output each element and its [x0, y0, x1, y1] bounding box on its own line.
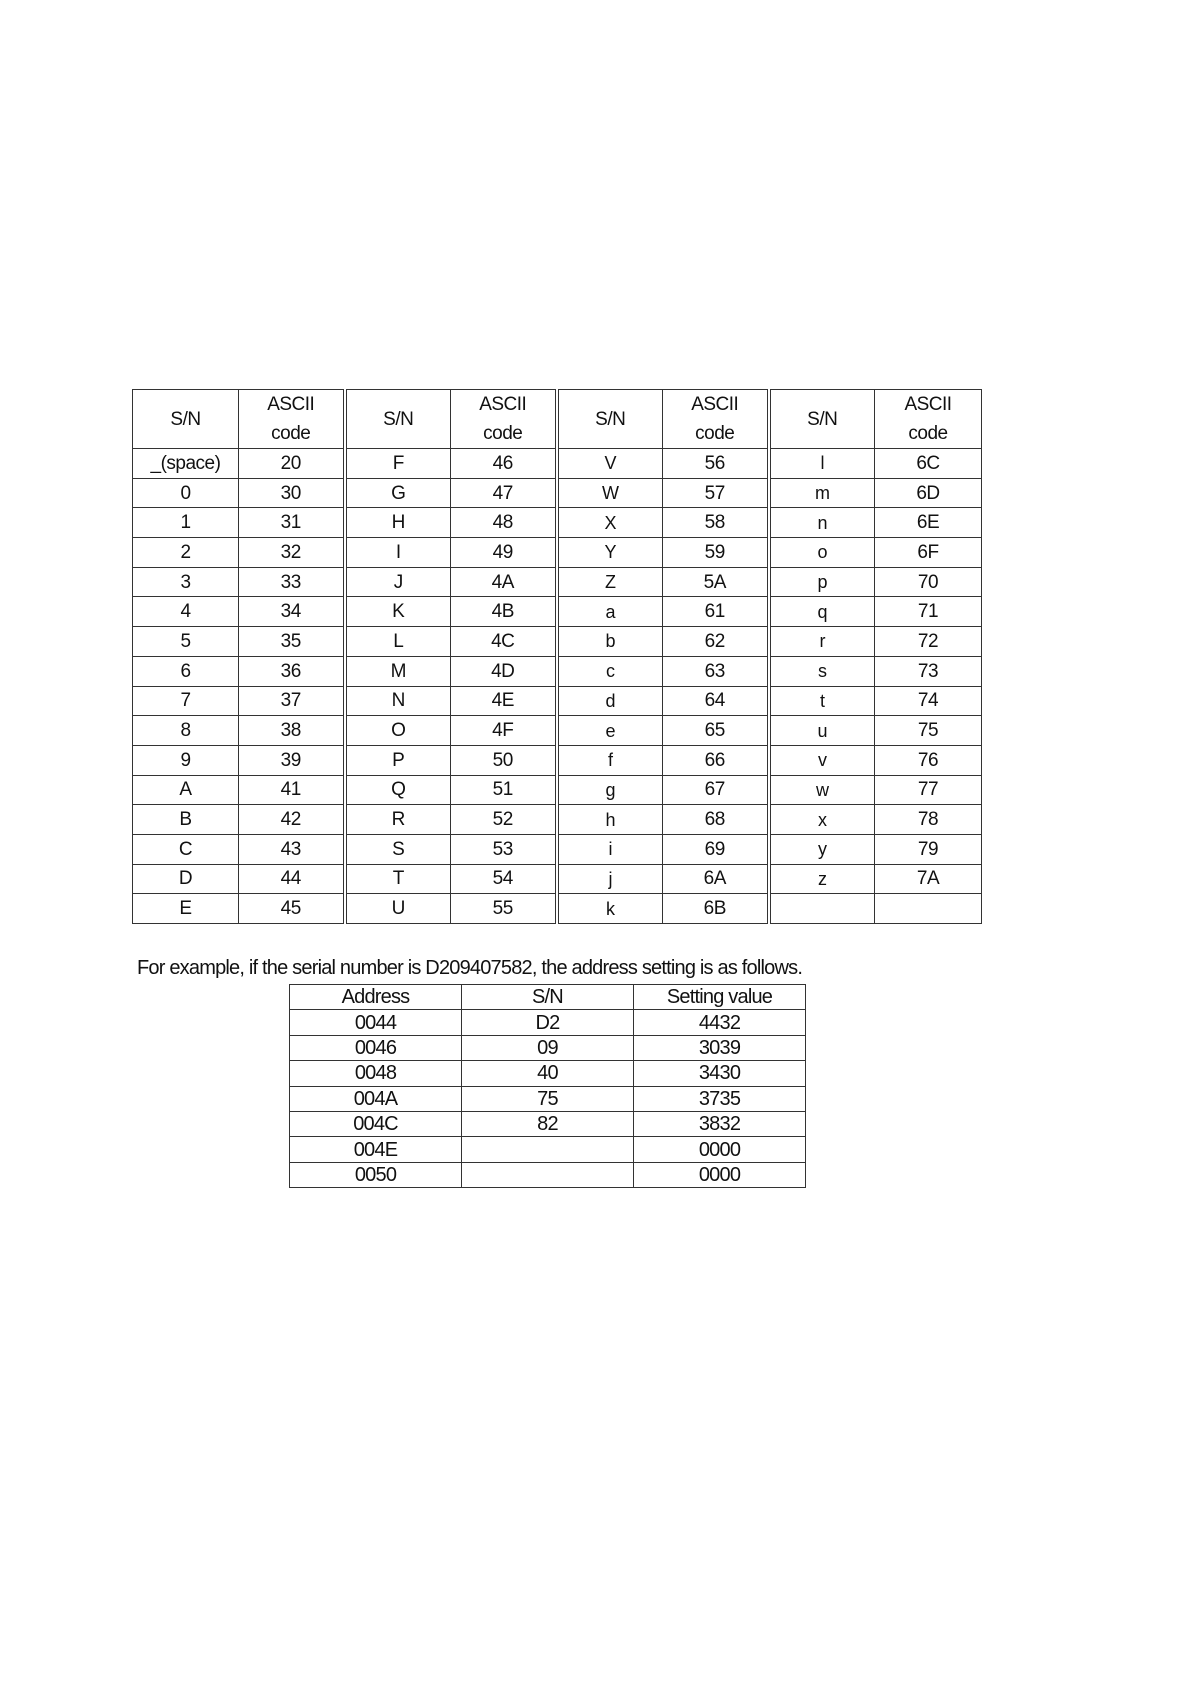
ascii-table-row [133, 686, 982, 716]
ascii-code-cell: 69 [663, 834, 769, 864]
ascii-code-cell: 68 [663, 805, 769, 835]
address-table-body [290, 985, 806, 1188]
header-sn: S/N [462, 985, 634, 1010]
ascii-code-cell: 37 [239, 686, 345, 716]
ascii-code-cell: 20 [239, 449, 345, 479]
ascii-code-cell: 33 [239, 567, 345, 597]
sn-cell: b [557, 627, 663, 657]
header-ascii-line1: ASCII [267, 394, 315, 415]
ascii-code-cell: 63 [663, 656, 769, 686]
ascii-code-cell: 35 [239, 627, 345, 657]
sn-cell: X [557, 508, 663, 538]
address-table-row [290, 1061, 806, 1086]
ascii-code-cell: 47 [451, 478, 557, 508]
ascii-code-cell: 64 [663, 686, 769, 716]
ascii-table-row [133, 597, 982, 627]
header-ascii-code [875, 390, 982, 449]
ascii-table-row [133, 894, 982, 924]
ascii-code-cell: 31 [239, 508, 345, 538]
ascii-code-cell: 39 [239, 745, 345, 775]
sn-cell: 9 [133, 745, 239, 775]
ascii-table-row [133, 775, 982, 805]
sn-cell: K [345, 597, 451, 627]
ascii-code-cell: 4D [451, 656, 557, 686]
ascii-code-cell: 74 [875, 686, 982, 716]
ascii-code-cell: 55 [451, 894, 557, 924]
ascii-code-cell: 49 [451, 538, 557, 568]
ascii-code-cell: 56 [663, 449, 769, 479]
sn-cell: y [769, 834, 875, 864]
ascii-code-cell [875, 894, 982, 924]
ascii-code-cell: 6D [875, 478, 982, 508]
ascii-code-cell: 78 [875, 805, 982, 835]
ascii-code-cell: 72 [875, 627, 982, 657]
ascii-code-cell: 71 [875, 597, 982, 627]
ascii-code-cell: 79 [875, 834, 982, 864]
address-table-row [290, 1086, 806, 1111]
setting-value-cell: 3735 [634, 1086, 806, 1111]
sn-cell: W [557, 478, 663, 508]
ascii-code-cell: 6F [875, 538, 982, 568]
address-table-row [290, 1010, 806, 1035]
ascii-code-cell: 45 [239, 894, 345, 924]
ascii-table-row [133, 567, 982, 597]
sn-cell [462, 1162, 634, 1187]
sn-cell: Y [557, 538, 663, 568]
ascii-code-cell: 38 [239, 716, 345, 746]
sn-cell: 82 [462, 1111, 634, 1136]
address-table-row [290, 1111, 806, 1136]
ascii-table-row [133, 834, 982, 864]
sn-cell: S [345, 834, 451, 864]
ascii-table-body [133, 390, 982, 924]
header-ascii-line2: code [271, 423, 311, 444]
sn-cell: r [769, 627, 875, 657]
address-header-row [290, 985, 806, 1010]
sn-cell: m [769, 478, 875, 508]
address-setting-table-wrapper [289, 984, 805, 1188]
ascii-code-cell: 62 [663, 627, 769, 657]
ascii-code-table-wrapper [132, 389, 981, 924]
ascii-code-cell: 65 [663, 716, 769, 746]
sn-cell: T [345, 864, 451, 894]
sn-cell: c [557, 656, 663, 686]
sn-cell: 3 [133, 567, 239, 597]
sn-cell: D [133, 864, 239, 894]
sn-cell: A [133, 775, 239, 805]
sn-cell: N [345, 686, 451, 716]
ascii-code-cell: 42 [239, 805, 345, 835]
address-cell: 004E [290, 1137, 462, 1162]
setting-value-cell: 3832 [634, 1111, 806, 1136]
ascii-code-cell: 4C [451, 627, 557, 657]
sn-cell: o [769, 538, 875, 568]
sn-cell: 6 [133, 656, 239, 686]
ascii-table-row [133, 745, 982, 775]
header-ascii-line1: ASCII [479, 394, 527, 415]
ascii-table-row [133, 656, 982, 686]
ascii-code-cell: 61 [663, 597, 769, 627]
ascii-code-cell: 67 [663, 775, 769, 805]
sn-cell: x [769, 805, 875, 835]
sn-cell: 40 [462, 1061, 634, 1086]
ascii-code-cell: 6A [663, 864, 769, 894]
sn-cell: V [557, 449, 663, 479]
sn-cell: g [557, 775, 663, 805]
sn-cell: h [557, 805, 663, 835]
ascii-code-cell: 41 [239, 775, 345, 805]
ascii-code-cell: 46 [451, 449, 557, 479]
ascii-code-cell: 44 [239, 864, 345, 894]
address-setting-table [289, 984, 806, 1188]
ascii-table-row [133, 627, 982, 657]
ascii-code-cell: 6B [663, 894, 769, 924]
sn-cell: R [345, 805, 451, 835]
sn-cell [769, 894, 875, 924]
sn-cell: P [345, 745, 451, 775]
ascii-code-cell: 43 [239, 834, 345, 864]
setting-value-cell: 0000 [634, 1137, 806, 1162]
ascii-code-cell: 6E [875, 508, 982, 538]
ascii-code-cell: 30 [239, 478, 345, 508]
sn-cell: n [769, 508, 875, 538]
sn-cell: E [133, 894, 239, 924]
sn-cell: i [557, 834, 663, 864]
sn-cell: Q [345, 775, 451, 805]
ascii-code-cell: 75 [875, 716, 982, 746]
ascii-table-row [133, 478, 982, 508]
sn-cell: 8 [133, 716, 239, 746]
ascii-code-cell: 54 [451, 864, 557, 894]
setting-value-cell: 3430 [634, 1061, 806, 1086]
ascii-table-row [133, 864, 982, 894]
ascii-code-cell: 36 [239, 656, 345, 686]
header-sn: S/N [345, 390, 451, 449]
sn-cell: 4 [133, 597, 239, 627]
sn-cell: 75 [462, 1086, 634, 1111]
sn-cell: u [769, 716, 875, 746]
sn-cell: 2 [133, 538, 239, 568]
ascii-code-cell: 50 [451, 745, 557, 775]
ascii-code-cell: 4B [451, 597, 557, 627]
sn-cell: d [557, 686, 663, 716]
ascii-header-row [133, 390, 982, 449]
sn-cell: U [345, 894, 451, 924]
sn-cell [462, 1137, 634, 1162]
ascii-code-cell: 66 [663, 745, 769, 775]
sn-cell: F [345, 449, 451, 479]
header-sn: S/N [769, 390, 875, 449]
address-cell: 004C [290, 1111, 462, 1136]
ascii-code-cell: 4F [451, 716, 557, 746]
sn-cell: O [345, 716, 451, 746]
ascii-code-cell: 6C [875, 449, 982, 479]
ascii-code-cell: 34 [239, 597, 345, 627]
header-address: Address [290, 985, 462, 1010]
sn-cell: q [769, 597, 875, 627]
ascii-code-cell: 59 [663, 538, 769, 568]
sn-cell: v [769, 745, 875, 775]
sn-cell: J [345, 567, 451, 597]
sn-cell: C [133, 834, 239, 864]
header-sn: S/N [133, 390, 239, 449]
sn-cell: p [769, 567, 875, 597]
ascii-table-row [133, 508, 982, 538]
address-cell: 004A [290, 1086, 462, 1111]
sn-cell: l [769, 449, 875, 479]
sn-cell: s [769, 656, 875, 686]
sn-cell: Z [557, 567, 663, 597]
ascii-code-table [132, 389, 982, 924]
sn-cell: j [557, 864, 663, 894]
header-ascii-code [239, 390, 345, 449]
sn-cell: t [769, 686, 875, 716]
sn-cell: z [769, 864, 875, 894]
ascii-code-cell: 58 [663, 508, 769, 538]
ascii-code-cell: 73 [875, 656, 982, 686]
sn-cell: M [345, 656, 451, 686]
ascii-code-cell: 52 [451, 805, 557, 835]
sn-cell: f [557, 745, 663, 775]
address-table-row [290, 1035, 806, 1060]
address-table-row [290, 1162, 806, 1187]
setting-value-cell: 4432 [634, 1010, 806, 1035]
sn-cell: 09 [462, 1035, 634, 1060]
sn-cell: _(space) [133, 449, 239, 479]
ascii-table-row [133, 805, 982, 835]
address-cell: 0048 [290, 1061, 462, 1086]
ascii-code-cell: 32 [239, 538, 345, 568]
setting-value-cell: 0000 [634, 1162, 806, 1187]
ascii-table-row [133, 449, 982, 479]
header-ascii-line2: code [695, 423, 735, 444]
sn-cell: 5 [133, 627, 239, 657]
ascii-code-cell: 57 [663, 478, 769, 508]
header-setting-value: Setting value [634, 985, 806, 1010]
address-table-row [290, 1137, 806, 1162]
ascii-code-cell: 4A [451, 567, 557, 597]
ascii-table-row [133, 716, 982, 746]
sn-cell: L [345, 627, 451, 657]
sn-cell: 1 [133, 508, 239, 538]
sn-cell: H [345, 508, 451, 538]
header-ascii-code [663, 390, 769, 449]
ascii-code-cell: 48 [451, 508, 557, 538]
ascii-code-cell: 77 [875, 775, 982, 805]
ascii-code-cell: 7A [875, 864, 982, 894]
header-sn: S/N [557, 390, 663, 449]
ascii-code-cell: 53 [451, 834, 557, 864]
sn-cell: G [345, 478, 451, 508]
sn-cell: I [345, 538, 451, 568]
header-ascii-line1: ASCII [691, 394, 739, 415]
address-cell: 0046 [290, 1035, 462, 1060]
header-ascii-code [451, 390, 557, 449]
ascii-code-cell: 5A [663, 567, 769, 597]
address-cell: 0050 [290, 1162, 462, 1187]
ascii-code-cell: 70 [875, 567, 982, 597]
address-cell: 0044 [290, 1010, 462, 1035]
sn-cell: e [557, 716, 663, 746]
sn-cell: D2 [462, 1010, 634, 1035]
header-ascii-line1: ASCII [904, 394, 952, 415]
sn-cell: a [557, 597, 663, 627]
sn-cell: k [557, 894, 663, 924]
example-caption: For example, if the serial number is D209407582, the address setting is as follows. [137, 957, 803, 979]
ascii-code-cell: 51 [451, 775, 557, 805]
sn-cell: 0 [133, 478, 239, 508]
header-ascii-line2: code [483, 423, 523, 444]
header-ascii-line2: code [908, 423, 948, 444]
ascii-code-cell: 4E [451, 686, 557, 716]
ascii-table-row [133, 538, 982, 568]
sn-cell: 7 [133, 686, 239, 716]
setting-value-cell: 3039 [634, 1035, 806, 1060]
sn-cell: w [769, 775, 875, 805]
sn-cell: B [133, 805, 239, 835]
ascii-code-cell: 76 [875, 745, 982, 775]
